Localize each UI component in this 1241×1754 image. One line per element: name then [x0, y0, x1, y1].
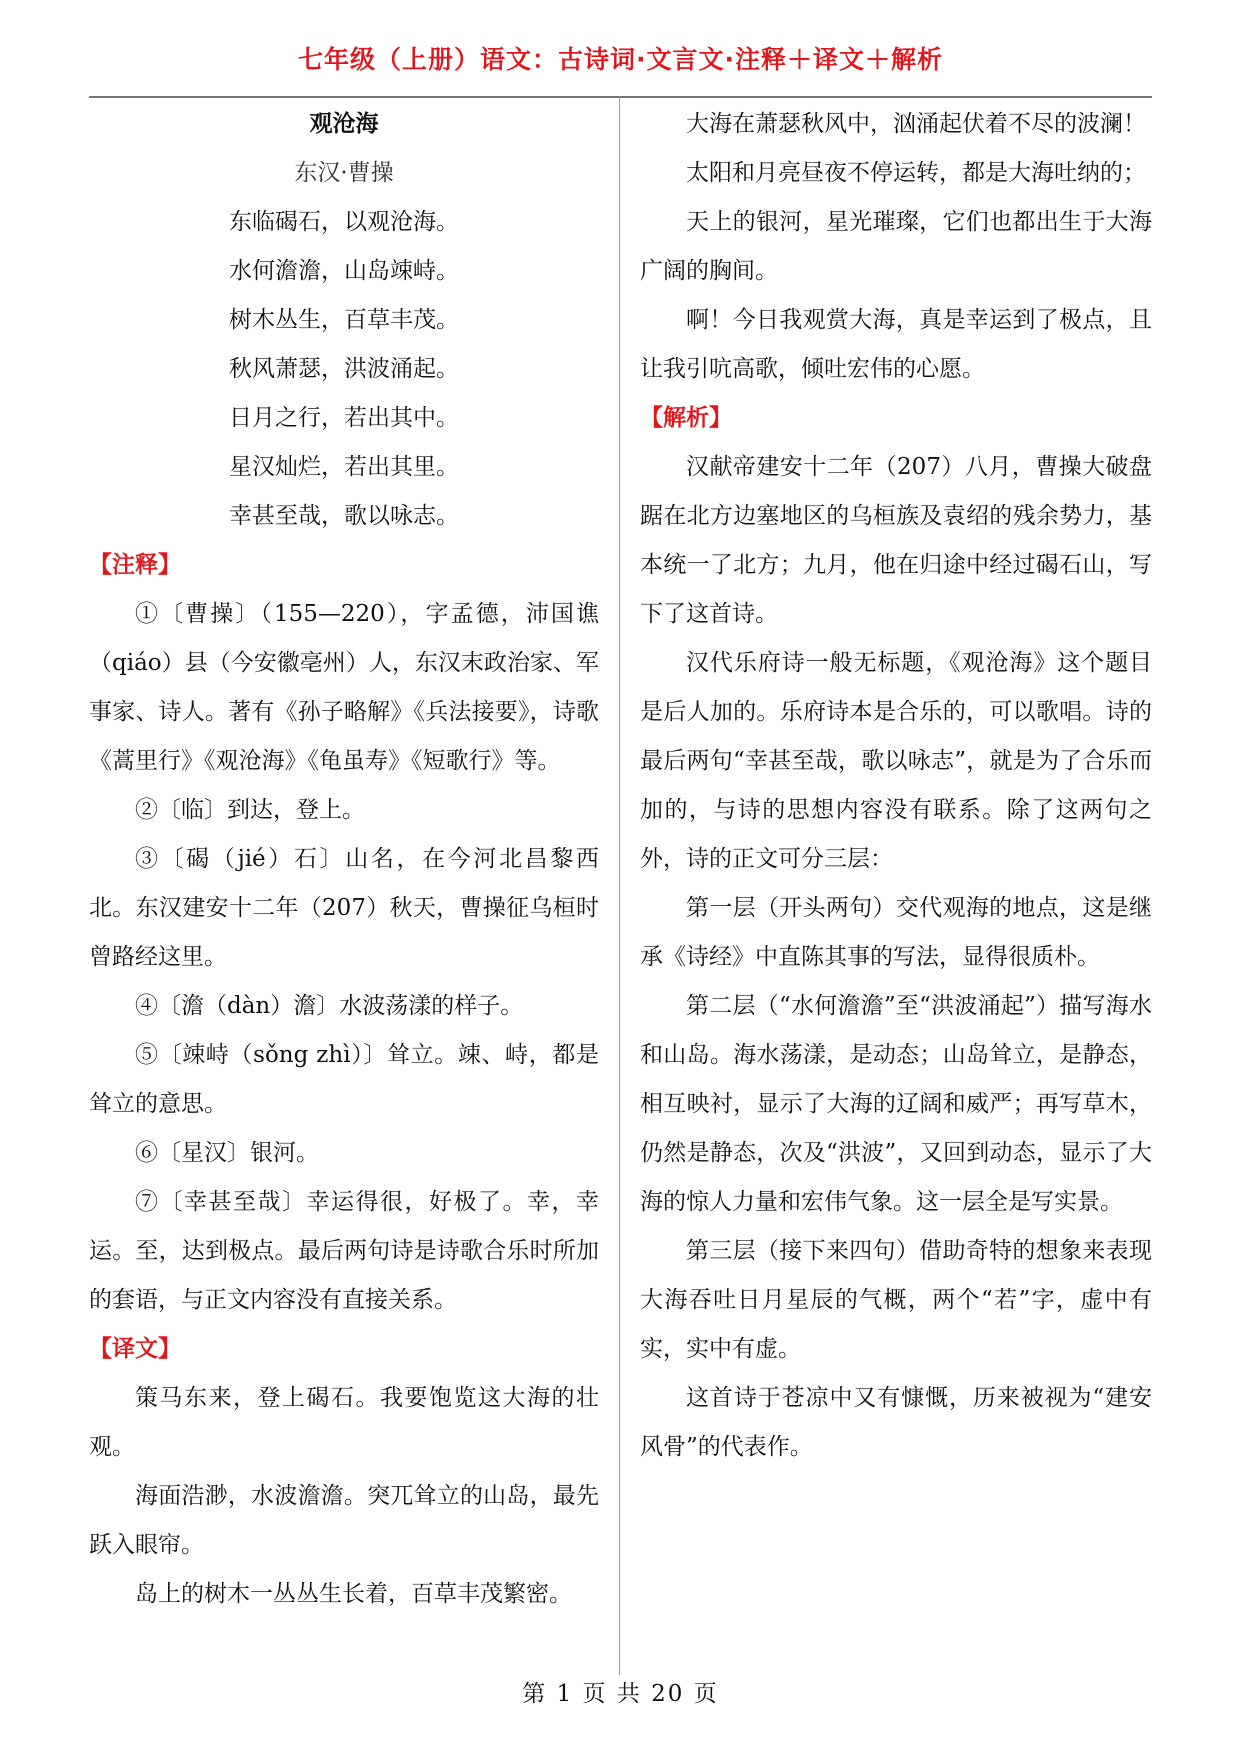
poem-line: 东临碣石，以观沧海。: [229, 209, 459, 235]
note-item: ⑤〔竦峙（sǒng zhì）〕耸立。竦、峙，都是耸立的意思。: [89, 1042, 599, 1117]
note-item: ②〔临〕到达，登上。: [135, 797, 365, 823]
note-item: ③〔碣（jié）石〕山名，在今河北昌黎西北。东汉建安十二年（207）秋天，曹操征乌桓时曾路经这里。: [89, 846, 599, 970]
translation-paragraph: 策马东来，登上碣石。我要饱览这大海的壮观。: [89, 1385, 599, 1460]
translation-paragraph: 啊！今日我观赏大海，真是幸运到了极点，且让我引吭高歌，倾吐宏伟的心愿。: [640, 307, 1152, 382]
poem-title: 观沧海: [309, 111, 379, 137]
analysis-paragraph: 第三层（接下来四句）借助奇特的想象来表现大海吞吐日月星辰的气概，两个“若”字，虚中有实，实中有虚。: [640, 1238, 1152, 1362]
notes-heading: 【注释】: [89, 552, 181, 578]
poem-line: 幸甚至哉，歌以咏志。: [229, 503, 459, 529]
analysis-paragraph: 第二层（“水何澹澹”至“洪波涌起”）描写海水和山岛。海水荡漾，是动态；山岛耸立，是静态，相互映衬，显示了大海的辽阔和威严；再写草木，仍然是静态，次及“洪波”，又回到动态，显示了大海的惊人力量和宏伟气象。这一层全是写实景。: [640, 993, 1152, 1215]
analysis-paragraph: 汉献帝建安十二年（207）八月，曹操大破盘踞在北方边塞地区的乌桓族及袁绍的残余势力，基本统一了北方；九月，他在归途中经过碣石山，写下了这首诗。: [640, 454, 1152, 627]
page-number: 第 1 页 共 20 页: [522, 1681, 719, 1707]
poem-line: 日月之行，若出其中。: [229, 405, 459, 431]
poem-line: 水何澹澹，山岛竦峙。: [229, 258, 459, 284]
note-item: ⑦〔幸甚至哉〕幸运得很，好极了。幸，幸运。至，达到极点。最后两句诗是诗歌合乐时所加的套语，与正文内容没有直接关系。: [89, 1189, 599, 1313]
page-header-title: 七年级（上册）语文：古诗词·文言文·注释＋译文＋解析: [298, 45, 943, 74]
analysis-paragraph: 汉代乐府诗一般无标题，《观沧海》这个题目是后人加的。乐府诗本是合乐的，可以歌唱。诗的最后两句“幸甚至哉，歌以咏志”，就是为了合乐而加的，与诗的思想内容没有联系。除了这两句之外，诗的正文可分三层：: [640, 650, 1152, 872]
poem-line: 秋风萧瑟，洪波涌起。: [229, 356, 459, 382]
translation-paragraph: 天上的银河，星光璀璨，它们也都出生于大海广阔的胸间。: [640, 209, 1152, 284]
translation-paragraph: 岛上的树木一丛丛生长着，百草丰茂繁密。: [135, 1581, 572, 1607]
translation-paragraph: 大海在萧瑟秋风中，汹涌起伏着不尽的波澜！: [686, 111, 1146, 137]
analysis-paragraph: 第一层（开头两句）交代观海的地点，这是继承《诗经》中直陈其事的写法，显得很质朴。: [640, 895, 1152, 970]
translation-heading: 【译文】: [89, 1336, 181, 1362]
left-column: [89, 100, 599, 1619]
note-item: ⑥〔星汉〕银河。: [135, 1140, 319, 1166]
header-divider: [89, 96, 1152, 98]
right-column: [640, 100, 1152, 1472]
analysis-heading: 【解析】: [640, 405, 732, 431]
note-item: ④〔澹（dàn）澹〕水波荡漾的样子。: [135, 993, 524, 1019]
translation-paragraph: 太阳和月亮昼夜不停运转，都是大海吐纳的；: [686, 160, 1146, 186]
translation-paragraph: 海面浩渺，水波澹澹。突兀耸立的山岛，最先跃入眼帘。: [89, 1483, 599, 1558]
analysis-paragraph: 这首诗于苍凉中又有慷慨，历来被视为“建安风骨”的代表作。: [640, 1385, 1152, 1460]
poem-line: 星汉灿烂，若出其里。: [229, 454, 459, 480]
column-divider: [619, 97, 620, 1675]
poem-author: 东汉·曹操: [294, 160, 394, 186]
note-item: ①〔曹操〕（155—220），字孟德，沛国谯（qiáo）县（今安徽亳州）人，东汉末政治家、军事家、诗人。著有《孙子略解》《兵法接要》，诗歌《蒿里行》《观沧海》《龟虽寿》《短歌行》等。: [89, 601, 599, 774]
poem-line: 树木丛生，百草丰茂。: [229, 307, 459, 333]
